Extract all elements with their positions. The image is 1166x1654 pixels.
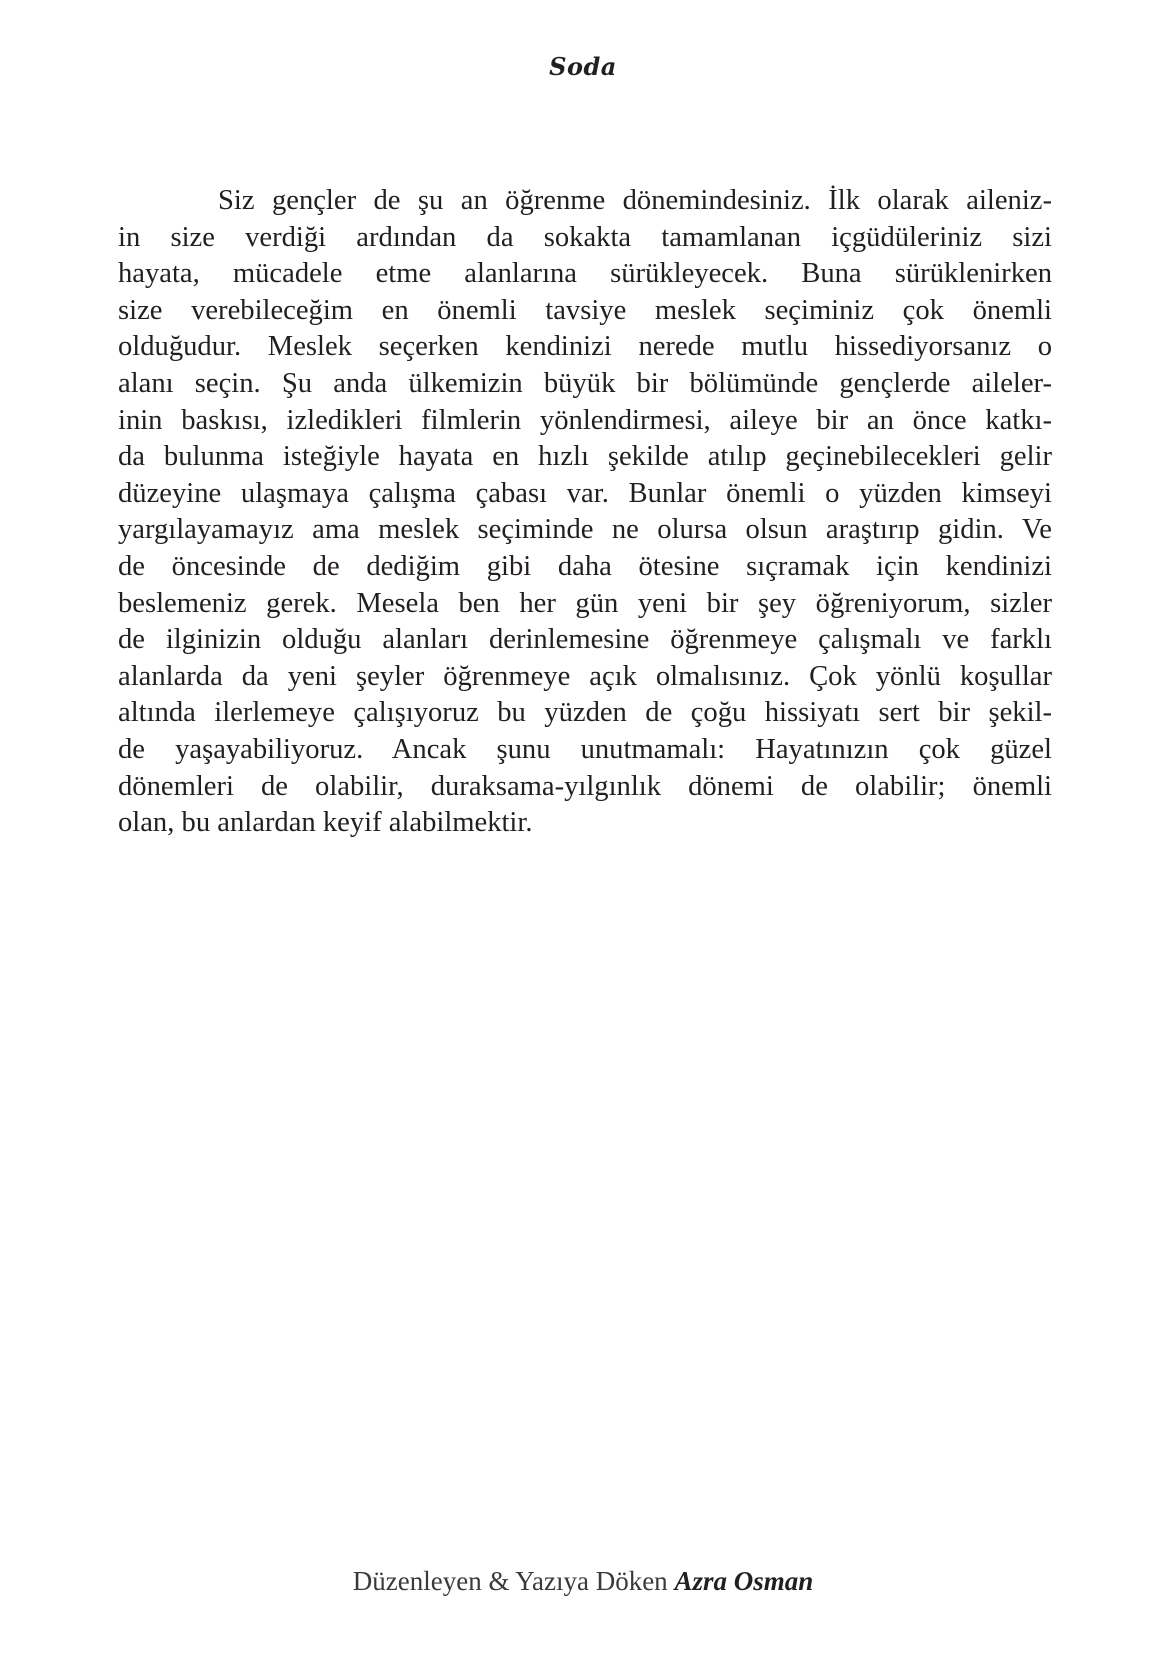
paragraph-line: olduğudur. Meslek seçerken kendinizi nerede mutlu hissediyorsanız o [118, 331, 1052, 363]
footer-author-name: Azra Osman [674, 1566, 814, 1596]
paragraph-line: inin baskısı, izledikleri filmlerin yönlendirmesi, aileye bir an önce katkı- [118, 404, 1052, 436]
paragraph-line: alanı seçin. Şu anda ülkemizin büyük bir bölümünde gençlerde aileler- [118, 367, 1052, 399]
footer-credit-label: Düzenleyen & Yazıya Döken [352, 1566, 668, 1596]
paragraph-line: altında ilerlemeye çalışıyoruz bu yüzden de çoğu hissiyatı sert bir şekil- [118, 697, 1052, 729]
paragraph-line: de yaşayabiliyoruz. Ancak şunu unutmamalı: Hayatınızın çok güzel [118, 733, 1052, 765]
paragraph-line: dönemleri de olabilir, duraksama-yılgınlık dönemi de olabilir; önemli [118, 770, 1052, 802]
paragraph-line: hayata, mücadele etme alanlarına sürükleyecek. Buna sürüklenirken [118, 258, 1052, 290]
paragraph-line: de ilginizin olduğu alanları derinlemesine öğrenmeye çalışmalı ve farklı [118, 624, 1052, 656]
paragraph-line: Siz gençler de şu an öğrenme dönemindesiniz. İlk olarak aileniz- [218, 185, 1052, 216]
paragraph-line: beslemeniz gerek. Mesela ben her gün yeni bir şey öğreniyorum, sizler [118, 587, 1052, 619]
paragraph-line: size verebileceğim en önemli tavsiye meslek seçiminiz çok önemli [118, 294, 1052, 326]
paragraph-line: da bulunma isteğiyle hayata en hızlı şekilde atılıp geçinebilecekleri gelir [118, 441, 1052, 473]
running-header-title: Soda [549, 52, 617, 81]
paragraph-line: düzeyine ulaşmaya çalışma çabası var. Bunlar önemli o yüzden kimseyi [118, 477, 1052, 509]
paragraph-line: alanlarda da yeni şeyler öğrenmeye açık olmalısınız. Çok yönlü koşullar [118, 660, 1052, 692]
paragraph-line: olan, bu anlardan keyif alabilmektir. [118, 807, 533, 839]
paragraph-line: yargılayamayız ama meslek seçiminde ne olursa olsun araştırıp gidin. Ve [118, 514, 1052, 546]
page-footer [0, 1566, 1166, 1597]
paragraph-line: in size verdiği ardından da sokakta tamamlanan içgüdüleriniz sizi [118, 221, 1052, 253]
paragraph-line: de öncesinde de dediğim gibi daha ötesine sıçramak için kendinizi [118, 550, 1052, 582]
body-paragraph [118, 183, 1052, 842]
